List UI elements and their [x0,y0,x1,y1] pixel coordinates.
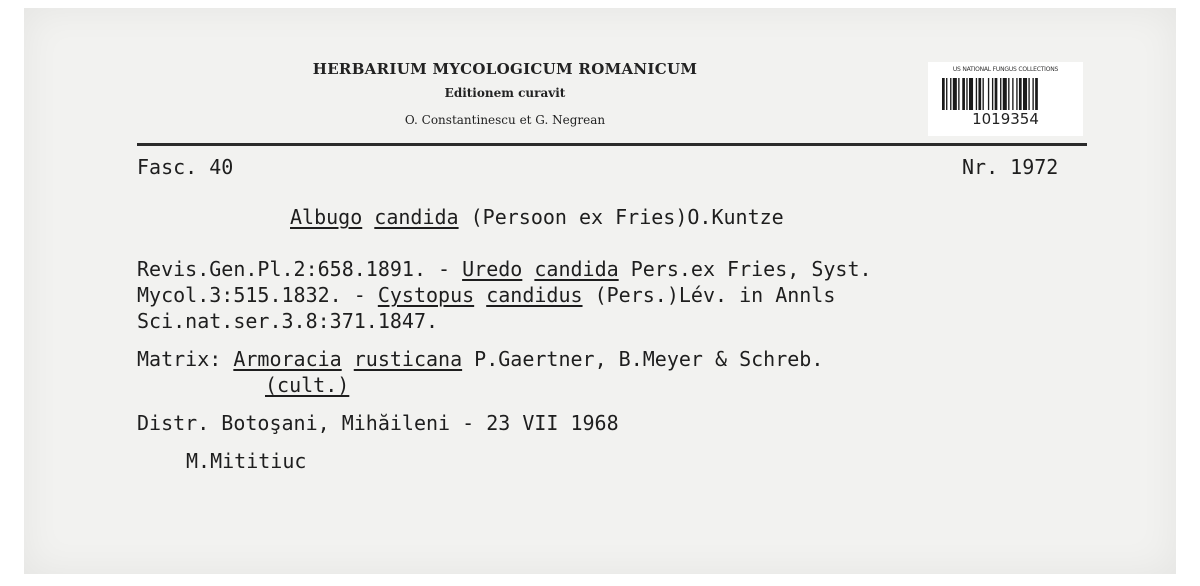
synonym-authors: (Pers.)Lév. in Annls [582,283,836,307]
reference-line-2 [137,284,835,306]
barcode-bars [942,78,1072,110]
matrix-note [265,374,349,396]
barcode-bar [1028,78,1029,110]
herbarium-subtitle: Editionem curavit [444,86,566,100]
exsiccata-number: Nr. 1972 [962,155,1059,179]
header-divider [137,143,1087,146]
cultivated-note: (cult.) [265,373,350,397]
host-species: rusticana [353,347,463,371]
barcode-bar [992,78,993,110]
host-authors: P.Gaertner, B.Meyer & Schreb. [462,347,824,371]
taxon-genus: Albugo [290,205,363,229]
barcode-bar [1000,78,1001,110]
host-genus: Armoracia [233,347,342,371]
barcode-bar [953,78,957,110]
barcode-number: 1019354 [972,110,1039,128]
taxon-authors: (Persoon ex Fries)O.Kuntze [470,205,784,229]
synonym-authors: Pers.ex Fries, Syst. [618,257,872,281]
barcode-caption: US NATIONAL FUNGUS COLLECTIONS [952,66,1059,73]
reference-line-3: Sci.nat.ser.3.8:371.1847. [137,309,439,333]
barcode-bar [966,78,967,110]
barcode-bar [983,78,984,110]
barcode-bar [1012,78,1013,110]
barcode-bar [942,78,945,110]
barcode-bar [1035,78,1038,110]
locality-date: Distr. Botoşani, Mihăileni - 23 VII 1968 [137,411,619,435]
herbarium-curators: O. Constantinescu et G. Negrean [404,113,606,127]
herbarium-title: HERBARIUM MYCOLOGICUM ROMANICUM [312,60,698,78]
barcode-bar [978,78,981,110]
matrix-prefix: Matrix: [137,347,234,371]
barcode-bar [1016,78,1017,110]
taxon-species: candida [374,205,459,229]
barcode-bar [1023,78,1027,110]
barcode-bar [1003,78,1007,110]
barcode-bar [1032,78,1033,110]
matrix-line [137,348,823,370]
barcode-bar [1019,78,1022,110]
fascicle-number: Fasc. 40 [137,155,234,179]
taxon-name [290,206,784,228]
synonym-species: candidus [486,283,583,307]
collector-name: M.Mititiuc [186,449,307,473]
barcode-bar [946,78,947,110]
barcode-bar [995,78,998,110]
reference-citation: Revis.Gen.Pl.2:658.1891. - [137,257,463,281]
barcode-bar [1008,78,1009,110]
reference-line-1 [137,258,872,280]
barcode-bar [988,78,989,110]
barcode-sticker [928,62,1083,136]
synonym-species: candida [534,257,619,281]
barcode-bar [962,78,965,110]
barcode-bar [958,78,959,110]
synonym-genus: Uredo [462,257,523,281]
synonym-genus: Cystopus [377,283,475,307]
barcode-bar [969,78,973,110]
barcode-bar [976,78,977,110]
reference-citation: Mycol.3:515.1832. - [137,283,378,307]
barcode-bar [950,78,951,110]
